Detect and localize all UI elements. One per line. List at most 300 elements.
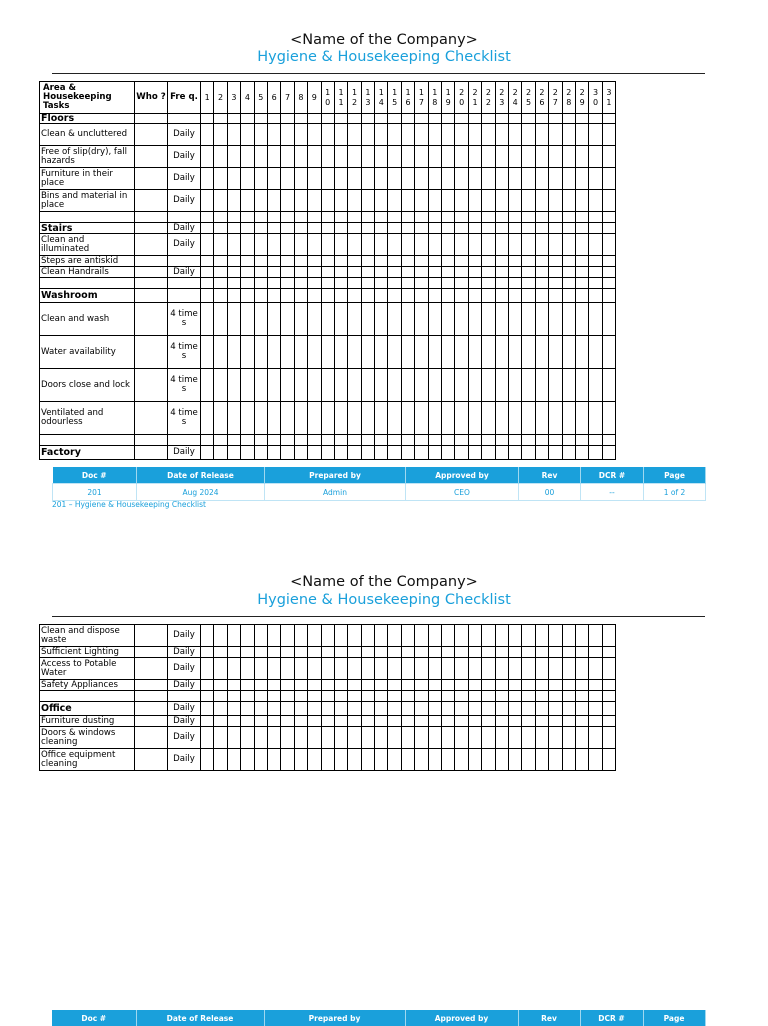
day-check-cell[interactable] xyxy=(201,114,214,124)
day-check-cell[interactable] xyxy=(375,435,388,446)
day-check-cell[interactable] xyxy=(455,336,468,369)
day-check-cell[interactable] xyxy=(508,223,521,234)
day-check-cell[interactable] xyxy=(535,647,548,658)
day-check-cell[interactable] xyxy=(508,702,521,716)
day-check-cell[interactable] xyxy=(415,727,428,749)
day-check-cell[interactable] xyxy=(294,267,307,278)
day-check-cell[interactable] xyxy=(482,256,495,267)
day-check-cell[interactable] xyxy=(375,303,388,336)
day-check-cell[interactable] xyxy=(241,658,254,680)
day-check-cell[interactable] xyxy=(334,278,347,289)
day-check-cell[interactable] xyxy=(562,702,575,716)
day-check-cell[interactable] xyxy=(535,190,548,212)
day-check-cell[interactable] xyxy=(294,223,307,234)
day-check-cell[interactable] xyxy=(575,680,588,691)
day-check-cell[interactable] xyxy=(549,234,562,256)
day-check-cell[interactable] xyxy=(602,749,615,771)
day-check-cell[interactable] xyxy=(375,727,388,749)
day-check-cell[interactable] xyxy=(294,749,307,771)
day-check-cell[interactable] xyxy=(348,336,361,369)
day-check-cell[interactable] xyxy=(455,289,468,303)
day-check-cell[interactable] xyxy=(227,716,240,727)
day-check-cell[interactable] xyxy=(522,647,535,658)
day-check-cell[interactable] xyxy=(428,278,441,289)
day-check-cell[interactable] xyxy=(549,289,562,303)
day-check-cell[interactable] xyxy=(549,691,562,702)
day-check-cell[interactable] xyxy=(281,435,294,446)
who-cell[interactable] xyxy=(135,716,168,727)
day-check-cell[interactable] xyxy=(334,658,347,680)
day-check-cell[interactable] xyxy=(375,267,388,278)
day-check-cell[interactable] xyxy=(549,702,562,716)
day-check-cell[interactable] xyxy=(428,727,441,749)
day-check-cell[interactable] xyxy=(348,267,361,278)
day-check-cell[interactable] xyxy=(267,435,280,446)
who-cell[interactable] xyxy=(135,727,168,749)
day-check-cell[interactable] xyxy=(468,190,481,212)
day-check-cell[interactable] xyxy=(227,680,240,691)
day-check-cell[interactable] xyxy=(241,267,254,278)
day-check-cell[interactable] xyxy=(575,212,588,223)
day-check-cell[interactable] xyxy=(361,114,374,124)
day-check-cell[interactable] xyxy=(241,212,254,223)
day-check-cell[interactable] xyxy=(267,402,280,435)
day-check-cell[interactable] xyxy=(267,303,280,336)
day-check-cell[interactable] xyxy=(455,658,468,680)
day-check-cell[interactable] xyxy=(522,658,535,680)
day-check-cell[interactable] xyxy=(522,727,535,749)
day-check-cell[interactable] xyxy=(522,369,535,402)
day-check-cell[interactable] xyxy=(508,190,521,212)
day-check-cell[interactable] xyxy=(508,691,521,702)
day-check-cell[interactable] xyxy=(401,114,414,124)
day-check-cell[interactable] xyxy=(214,124,227,146)
day-check-cell[interactable] xyxy=(522,223,535,234)
day-check-cell[interactable] xyxy=(281,146,294,168)
day-check-cell[interactable] xyxy=(589,168,602,190)
day-check-cell[interactable] xyxy=(241,124,254,146)
day-check-cell[interactable] xyxy=(562,190,575,212)
day-check-cell[interactable] xyxy=(428,369,441,402)
day-check-cell[interactable] xyxy=(401,336,414,369)
day-check-cell[interactable] xyxy=(214,168,227,190)
day-check-cell[interactable] xyxy=(482,190,495,212)
day-check-cell[interactable] xyxy=(401,146,414,168)
day-check-cell[interactable] xyxy=(415,234,428,256)
day-check-cell[interactable] xyxy=(281,749,294,771)
day-check-cell[interactable] xyxy=(522,278,535,289)
day-check-cell[interactable] xyxy=(535,625,548,647)
day-check-cell[interactable] xyxy=(294,369,307,402)
day-check-cell[interactable] xyxy=(575,146,588,168)
day-check-cell[interactable] xyxy=(308,625,321,647)
day-check-cell[interactable] xyxy=(575,278,588,289)
day-check-cell[interactable] xyxy=(308,267,321,278)
day-check-cell[interactable] xyxy=(334,289,347,303)
day-check-cell[interactable] xyxy=(495,212,508,223)
day-check-cell[interactable] xyxy=(522,289,535,303)
who-cell[interactable] xyxy=(135,658,168,680)
day-check-cell[interactable] xyxy=(241,446,254,460)
day-check-cell[interactable] xyxy=(201,168,214,190)
day-check-cell[interactable] xyxy=(321,716,334,727)
day-check-cell[interactable] xyxy=(281,190,294,212)
day-check-cell[interactable] xyxy=(442,303,455,336)
day-check-cell[interactable] xyxy=(482,267,495,278)
day-check-cell[interactable] xyxy=(267,256,280,267)
day-check-cell[interactable] xyxy=(602,278,615,289)
day-check-cell[interactable] xyxy=(321,256,334,267)
day-check-cell[interactable] xyxy=(267,691,280,702)
who-cell[interactable] xyxy=(135,190,168,212)
day-check-cell[interactable] xyxy=(415,716,428,727)
day-check-cell[interactable] xyxy=(522,114,535,124)
who-cell[interactable] xyxy=(135,256,168,267)
day-check-cell[interactable] xyxy=(201,124,214,146)
day-check-cell[interactable] xyxy=(482,212,495,223)
day-check-cell[interactable] xyxy=(254,303,267,336)
day-check-cell[interactable] xyxy=(267,289,280,303)
day-check-cell[interactable] xyxy=(401,234,414,256)
day-check-cell[interactable] xyxy=(401,691,414,702)
day-check-cell[interactable] xyxy=(442,727,455,749)
day-check-cell[interactable] xyxy=(348,234,361,256)
day-check-cell[interactable] xyxy=(294,212,307,223)
day-check-cell[interactable] xyxy=(254,146,267,168)
day-check-cell[interactable] xyxy=(522,625,535,647)
day-check-cell[interactable] xyxy=(602,369,615,402)
day-check-cell[interactable] xyxy=(348,658,361,680)
day-check-cell[interactable] xyxy=(214,234,227,256)
day-check-cell[interactable] xyxy=(401,625,414,647)
day-check-cell[interactable] xyxy=(428,256,441,267)
day-check-cell[interactable] xyxy=(428,234,441,256)
day-check-cell[interactable] xyxy=(201,369,214,402)
day-check-cell[interactable] xyxy=(254,114,267,124)
day-check-cell[interactable] xyxy=(348,435,361,446)
day-check-cell[interactable] xyxy=(535,369,548,402)
day-check-cell[interactable] xyxy=(522,402,535,435)
day-check-cell[interactable] xyxy=(308,336,321,369)
day-check-cell[interactable] xyxy=(375,402,388,435)
day-check-cell[interactable] xyxy=(562,303,575,336)
day-check-cell[interactable] xyxy=(562,727,575,749)
day-check-cell[interactable] xyxy=(562,289,575,303)
who-cell[interactable] xyxy=(135,680,168,691)
day-check-cell[interactable] xyxy=(455,446,468,460)
day-check-cell[interactable] xyxy=(549,212,562,223)
day-check-cell[interactable] xyxy=(535,124,548,146)
day-check-cell[interactable] xyxy=(214,446,227,460)
day-check-cell[interactable] xyxy=(415,435,428,446)
day-check-cell[interactable] xyxy=(254,702,267,716)
day-check-cell[interactable] xyxy=(308,435,321,446)
day-check-cell[interactable] xyxy=(508,625,521,647)
day-check-cell[interactable] xyxy=(321,168,334,190)
day-check-cell[interactable] xyxy=(321,625,334,647)
day-check-cell[interactable] xyxy=(267,190,280,212)
day-check-cell[interactable] xyxy=(602,727,615,749)
who-cell[interactable] xyxy=(135,212,168,223)
day-check-cell[interactable] xyxy=(535,702,548,716)
day-check-cell[interactable] xyxy=(321,212,334,223)
day-check-cell[interactable] xyxy=(254,680,267,691)
day-check-cell[interactable] xyxy=(294,289,307,303)
day-check-cell[interactable] xyxy=(442,336,455,369)
day-check-cell[interactable] xyxy=(442,267,455,278)
day-check-cell[interactable] xyxy=(334,625,347,647)
day-check-cell[interactable] xyxy=(308,680,321,691)
day-check-cell[interactable] xyxy=(495,369,508,402)
day-check-cell[interactable] xyxy=(442,680,455,691)
day-check-cell[interactable] xyxy=(468,212,481,223)
day-check-cell[interactable] xyxy=(214,716,227,727)
day-check-cell[interactable] xyxy=(388,234,401,256)
day-check-cell[interactable] xyxy=(294,446,307,460)
day-check-cell[interactable] xyxy=(495,680,508,691)
day-check-cell[interactable] xyxy=(522,190,535,212)
day-check-cell[interactable] xyxy=(201,647,214,658)
day-check-cell[interactable] xyxy=(375,146,388,168)
day-check-cell[interactable] xyxy=(401,647,414,658)
day-check-cell[interactable] xyxy=(254,278,267,289)
day-check-cell[interactable] xyxy=(294,278,307,289)
day-check-cell[interactable] xyxy=(508,168,521,190)
day-check-cell[interactable] xyxy=(575,190,588,212)
day-check-cell[interactable] xyxy=(375,223,388,234)
day-check-cell[interactable] xyxy=(241,303,254,336)
day-check-cell[interactable] xyxy=(415,303,428,336)
day-check-cell[interactable] xyxy=(294,114,307,124)
day-check-cell[interactable] xyxy=(308,702,321,716)
day-check-cell[interactable] xyxy=(482,702,495,716)
day-check-cell[interactable] xyxy=(535,435,548,446)
day-check-cell[interactable] xyxy=(562,212,575,223)
day-check-cell[interactable] xyxy=(334,303,347,336)
day-check-cell[interactable] xyxy=(401,369,414,402)
who-cell[interactable] xyxy=(135,446,168,460)
day-check-cell[interactable] xyxy=(589,716,602,727)
day-check-cell[interactable] xyxy=(321,267,334,278)
day-check-cell[interactable] xyxy=(201,278,214,289)
day-check-cell[interactable] xyxy=(442,223,455,234)
day-check-cell[interactable] xyxy=(201,336,214,369)
day-check-cell[interactable] xyxy=(401,267,414,278)
day-check-cell[interactable] xyxy=(214,625,227,647)
day-check-cell[interactable] xyxy=(267,168,280,190)
day-check-cell[interactable] xyxy=(482,446,495,460)
day-check-cell[interactable] xyxy=(254,256,267,267)
day-check-cell[interactable] xyxy=(321,658,334,680)
day-check-cell[interactable] xyxy=(334,446,347,460)
day-check-cell[interactable] xyxy=(321,303,334,336)
day-check-cell[interactable] xyxy=(281,124,294,146)
day-check-cell[interactable] xyxy=(495,647,508,658)
day-check-cell[interactable] xyxy=(201,658,214,680)
day-check-cell[interactable] xyxy=(201,303,214,336)
day-check-cell[interactable] xyxy=(589,647,602,658)
day-check-cell[interactable] xyxy=(549,336,562,369)
day-check-cell[interactable] xyxy=(455,114,468,124)
day-check-cell[interactable] xyxy=(281,369,294,402)
who-cell[interactable] xyxy=(135,168,168,190)
day-check-cell[interactable] xyxy=(508,658,521,680)
day-check-cell[interactable] xyxy=(589,267,602,278)
who-cell[interactable] xyxy=(135,278,168,289)
day-check-cell[interactable] xyxy=(375,278,388,289)
day-check-cell[interactable] xyxy=(495,727,508,749)
day-check-cell[interactable] xyxy=(415,446,428,460)
day-check-cell[interactable] xyxy=(508,124,521,146)
day-check-cell[interactable] xyxy=(254,124,267,146)
day-check-cell[interactable] xyxy=(254,658,267,680)
day-check-cell[interactable] xyxy=(201,446,214,460)
day-check-cell[interactable] xyxy=(535,146,548,168)
day-check-cell[interactable] xyxy=(321,114,334,124)
day-check-cell[interactable] xyxy=(468,680,481,691)
day-check-cell[interactable] xyxy=(442,114,455,124)
day-check-cell[interactable] xyxy=(575,691,588,702)
day-check-cell[interactable] xyxy=(508,727,521,749)
day-check-cell[interactable] xyxy=(468,114,481,124)
day-check-cell[interactable] xyxy=(348,369,361,402)
day-check-cell[interactable] xyxy=(267,234,280,256)
day-check-cell[interactable] xyxy=(589,658,602,680)
day-check-cell[interactable] xyxy=(334,702,347,716)
who-cell[interactable] xyxy=(135,336,168,369)
day-check-cell[interactable] xyxy=(482,680,495,691)
day-check-cell[interactable] xyxy=(227,625,240,647)
day-check-cell[interactable] xyxy=(442,446,455,460)
day-check-cell[interactable] xyxy=(589,446,602,460)
who-cell[interactable] xyxy=(135,234,168,256)
day-check-cell[interactable] xyxy=(535,223,548,234)
day-check-cell[interactable] xyxy=(241,369,254,402)
day-check-cell[interactable] xyxy=(254,749,267,771)
day-check-cell[interactable] xyxy=(388,278,401,289)
day-check-cell[interactable] xyxy=(575,256,588,267)
day-check-cell[interactable] xyxy=(495,702,508,716)
day-check-cell[interactable] xyxy=(455,727,468,749)
day-check-cell[interactable] xyxy=(321,278,334,289)
day-check-cell[interactable] xyxy=(455,223,468,234)
who-cell[interactable] xyxy=(135,691,168,702)
day-check-cell[interactable] xyxy=(308,212,321,223)
day-check-cell[interactable] xyxy=(334,369,347,402)
day-check-cell[interactable] xyxy=(415,702,428,716)
day-check-cell[interactable] xyxy=(508,234,521,256)
day-check-cell[interactable] xyxy=(334,212,347,223)
day-check-cell[interactable] xyxy=(321,680,334,691)
day-check-cell[interactable] xyxy=(442,702,455,716)
day-check-cell[interactable] xyxy=(535,749,548,771)
day-check-cell[interactable] xyxy=(348,680,361,691)
day-check-cell[interactable] xyxy=(334,749,347,771)
day-check-cell[interactable] xyxy=(562,234,575,256)
day-check-cell[interactable] xyxy=(415,256,428,267)
day-check-cell[interactable] xyxy=(468,749,481,771)
day-check-cell[interactable] xyxy=(334,223,347,234)
who-cell[interactable] xyxy=(135,702,168,716)
day-check-cell[interactable] xyxy=(241,680,254,691)
day-check-cell[interactable] xyxy=(294,691,307,702)
day-check-cell[interactable] xyxy=(468,234,481,256)
day-check-cell[interactable] xyxy=(508,435,521,446)
day-check-cell[interactable] xyxy=(201,146,214,168)
day-check-cell[interactable] xyxy=(401,190,414,212)
day-check-cell[interactable] xyxy=(468,146,481,168)
day-check-cell[interactable] xyxy=(241,702,254,716)
day-check-cell[interactable] xyxy=(589,680,602,691)
day-check-cell[interactable] xyxy=(227,727,240,749)
day-check-cell[interactable] xyxy=(281,223,294,234)
day-check-cell[interactable] xyxy=(415,647,428,658)
day-check-cell[interactable] xyxy=(549,716,562,727)
day-check-cell[interactable] xyxy=(334,256,347,267)
day-check-cell[interactable] xyxy=(201,223,214,234)
day-check-cell[interactable] xyxy=(575,727,588,749)
day-check-cell[interactable] xyxy=(442,124,455,146)
day-check-cell[interactable] xyxy=(589,303,602,336)
day-check-cell[interactable] xyxy=(334,234,347,256)
day-check-cell[interactable] xyxy=(388,435,401,446)
day-check-cell[interactable] xyxy=(575,303,588,336)
day-check-cell[interactable] xyxy=(227,336,240,369)
day-check-cell[interactable] xyxy=(334,647,347,658)
day-check-cell[interactable] xyxy=(535,303,548,336)
day-check-cell[interactable] xyxy=(455,278,468,289)
day-check-cell[interactable] xyxy=(254,168,267,190)
day-check-cell[interactable] xyxy=(562,680,575,691)
day-check-cell[interactable] xyxy=(267,336,280,369)
day-check-cell[interactable] xyxy=(415,289,428,303)
day-check-cell[interactable] xyxy=(589,256,602,267)
who-cell[interactable] xyxy=(135,114,168,124)
day-check-cell[interactable] xyxy=(334,402,347,435)
day-check-cell[interactable] xyxy=(267,278,280,289)
day-check-cell[interactable] xyxy=(214,303,227,336)
day-check-cell[interactable] xyxy=(508,647,521,658)
day-check-cell[interactable] xyxy=(267,369,280,402)
day-check-cell[interactable] xyxy=(522,146,535,168)
day-check-cell[interactable] xyxy=(321,691,334,702)
day-check-cell[interactable] xyxy=(201,435,214,446)
day-check-cell[interactable] xyxy=(241,114,254,124)
day-check-cell[interactable] xyxy=(254,647,267,658)
day-check-cell[interactable] xyxy=(294,702,307,716)
day-check-cell[interactable] xyxy=(468,303,481,336)
day-check-cell[interactable] xyxy=(267,749,280,771)
day-check-cell[interactable] xyxy=(321,402,334,435)
day-check-cell[interactable] xyxy=(495,658,508,680)
day-check-cell[interactable] xyxy=(334,727,347,749)
day-check-cell[interactable] xyxy=(589,223,602,234)
day-check-cell[interactable] xyxy=(575,402,588,435)
day-check-cell[interactable] xyxy=(455,716,468,727)
day-check-cell[interactable] xyxy=(361,278,374,289)
day-check-cell[interactable] xyxy=(589,212,602,223)
day-check-cell[interactable] xyxy=(535,658,548,680)
day-check-cell[interactable] xyxy=(442,278,455,289)
day-check-cell[interactable] xyxy=(214,223,227,234)
day-check-cell[interactable] xyxy=(348,256,361,267)
day-check-cell[interactable] xyxy=(308,402,321,435)
day-check-cell[interactable] xyxy=(348,124,361,146)
day-check-cell[interactable] xyxy=(294,168,307,190)
day-check-cell[interactable] xyxy=(201,749,214,771)
day-check-cell[interactable] xyxy=(401,702,414,716)
day-check-cell[interactable] xyxy=(388,303,401,336)
